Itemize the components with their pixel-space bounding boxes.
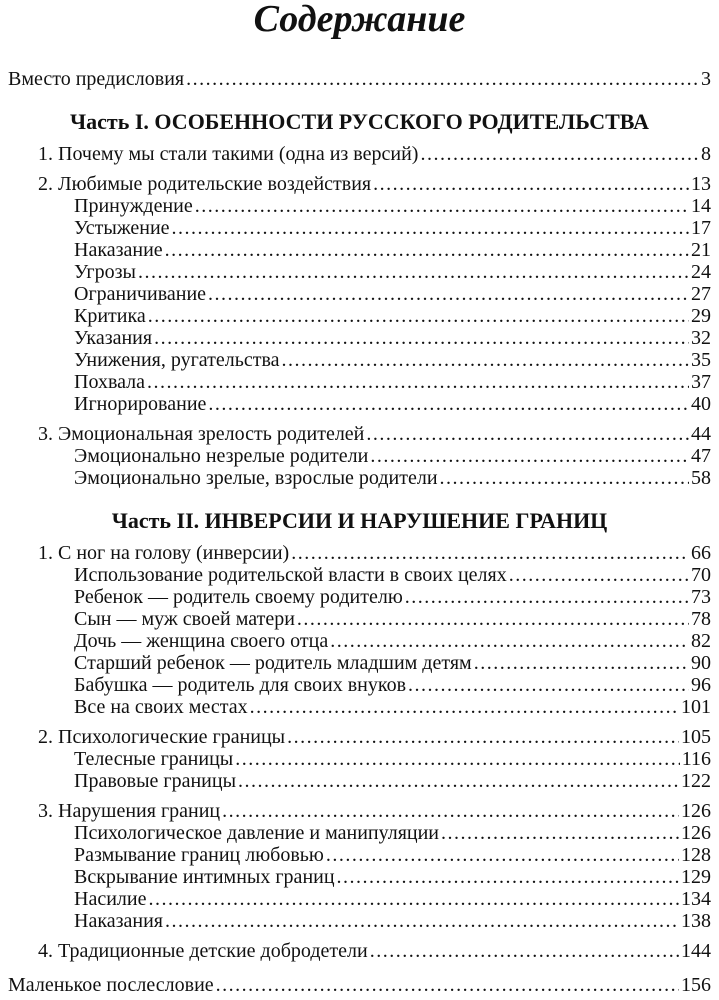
toc-chapter[interactable]: [38, 542, 711, 564]
entry-label: 3. Нарушения границ: [38, 800, 221, 822]
dot-leader: [154, 327, 689, 349]
entry-label: Критика: [74, 305, 146, 327]
dot-leader: [235, 748, 680, 770]
entry-page: 37: [691, 371, 711, 393]
entry-page: 144: [681, 940, 711, 962]
entry-page: 8: [701, 143, 711, 165]
entry-label: 2. Психологические границы: [38, 726, 286, 748]
toc-section[interactable]: [74, 866, 711, 888]
toc-section[interactable]: [74, 467, 711, 489]
entry-page: 128: [681, 844, 711, 866]
entry-label: Использование родительской власти в своих целях: [74, 564, 507, 586]
entry-page: 35: [691, 349, 711, 371]
toc-entry-afterword[interactable]: [8, 974, 711, 996]
entry-page: 21: [691, 239, 711, 261]
entry-page: 32: [691, 327, 711, 349]
entry-page: 24: [691, 261, 711, 283]
dot-leader: [287, 726, 679, 748]
entry-label: Правовые границы: [74, 770, 237, 792]
toc-section[interactable]: [74, 327, 711, 349]
toc-section[interactable]: [74, 349, 711, 371]
entry-page: 134: [681, 888, 711, 910]
toc-section[interactable]: [74, 564, 711, 586]
entry-label: Бабушка — родитель для своих внуков: [74, 674, 407, 696]
entry-page: 58: [691, 467, 711, 489]
entry-page: 122: [681, 770, 711, 792]
dot-leader: [172, 217, 689, 239]
entry-label: Телесные границы: [74, 748, 234, 770]
dot-leader: [148, 305, 689, 327]
entry-label: 1. Почему мы стали такими (одна из версий): [38, 143, 419, 165]
dot-leader: [165, 239, 689, 261]
dot-leader: [366, 423, 689, 445]
dot-leader: [474, 652, 689, 674]
toc-section[interactable]: [74, 283, 711, 305]
toc-chapter[interactable]: [38, 143, 711, 165]
dot-leader: [441, 822, 679, 844]
toc-section[interactable]: [74, 195, 711, 217]
entry-page: 29: [691, 305, 711, 327]
toc-section[interactable]: [74, 393, 711, 415]
entry-page: 105: [681, 726, 711, 748]
toc-section[interactable]: [74, 261, 711, 283]
entry-label: Насилие: [74, 888, 147, 910]
toc-section[interactable]: [74, 748, 711, 770]
entry-label: Психологическое давление и манипуляции: [74, 822, 440, 844]
entry-label: Унижения, ругательства: [74, 349, 280, 371]
entry-label: Вскрывание интимных границ: [74, 866, 335, 888]
dot-leader: [216, 974, 679, 996]
dot-leader: [147, 371, 689, 393]
entry-page: 78: [691, 608, 711, 630]
entry-page: 17: [691, 217, 711, 239]
dot-leader: [148, 888, 679, 910]
entry-label: Угрозы: [74, 261, 136, 283]
toc-section[interactable]: [74, 586, 711, 608]
entry-page: 126: [681, 800, 711, 822]
entry-label: 3. Эмоциональная зрелость родителей: [38, 423, 365, 445]
entry-page: 96: [691, 674, 711, 696]
entry-label: Маленькое послесловие: [8, 974, 214, 996]
entry-page: 27: [691, 283, 711, 305]
dot-leader: [222, 800, 679, 822]
part-2-heading: Часть II. ИНВЕРСИИ И НАРУШЕНИЕ ГРАНИЦ: [111, 508, 608, 533]
entry-label: Размывание границ любовью: [74, 844, 324, 866]
toc-chapter[interactable]: [38, 940, 711, 962]
entry-label: Вместо предисловия: [8, 68, 185, 90]
entry-label: Наказание: [74, 239, 163, 261]
entry-page: 90: [691, 652, 711, 674]
dot-leader: [370, 940, 679, 962]
entry-label: Наказания: [74, 910, 163, 932]
toc-section[interactable]: [74, 371, 711, 393]
entry-label: Устыжение: [74, 217, 170, 239]
toc-section[interactable]: [74, 630, 711, 652]
toc-section[interactable]: [74, 696, 711, 718]
toc-section[interactable]: [74, 770, 711, 792]
entry-page: 156: [681, 974, 711, 996]
entry-label: Эмоционально зрелые, взрослые родители: [74, 467, 438, 489]
entry-page: 116: [681, 748, 711, 770]
entry-label: Указания: [74, 327, 153, 349]
dot-leader: [282, 349, 689, 371]
dot-leader: [440, 467, 689, 489]
entry-label: Все на своих местах: [74, 696, 248, 718]
entry-label: 2. Любимые родительские воздействия: [38, 173, 372, 195]
toc-section[interactable]: [74, 888, 711, 910]
entry-page: 129: [681, 866, 711, 888]
toc-section[interactable]: [74, 305, 711, 327]
page-title: Содержание: [253, 0, 466, 40]
dot-leader: [297, 608, 689, 630]
dot-leader: [337, 866, 679, 888]
toc-chapter[interactable]: [38, 800, 711, 822]
dot-leader: [195, 195, 689, 217]
dot-leader: [326, 844, 679, 866]
toc-chapter[interactable]: [38, 173, 711, 195]
dot-leader: [420, 143, 699, 165]
toc-entry-intro[interactable]: [8, 68, 711, 90]
dot-leader: [408, 674, 689, 696]
entry-page: 66: [691, 542, 711, 564]
entry-page: 101: [681, 696, 711, 718]
entry-label: Ребенок — родитель своему родителю: [74, 586, 403, 608]
part-1-heading: Часть I. ОСОБЕННОСТИ РУССКОГО РОДИТЕЛЬСТВА: [70, 109, 649, 134]
dot-leader: [138, 261, 689, 283]
toc-section[interactable]: [74, 822, 711, 844]
entry-label: 4. Традиционные детские добродетели: [38, 940, 368, 962]
entry-label: 1. С ног на голову (инверсии): [38, 542, 290, 564]
entry-page: 13: [691, 173, 711, 195]
entry-page: 73: [691, 586, 711, 608]
entry-page: 126: [681, 822, 711, 844]
dot-leader: [238, 770, 679, 792]
entry-page: 138: [681, 910, 711, 932]
entry-page: 47: [691, 445, 711, 467]
toc-section[interactable]: [74, 910, 711, 932]
entry-page: 40: [691, 393, 711, 415]
dot-leader: [165, 910, 679, 932]
dot-leader: [509, 564, 689, 586]
entry-label: Старший ребенок — родитель младшим детям: [74, 652, 472, 674]
toc-chapter[interactable]: [38, 726, 711, 748]
entry-page: 70: [691, 564, 711, 586]
dot-leader: [291, 542, 689, 564]
entry-label: Принуждение: [74, 195, 193, 217]
dot-leader: [330, 630, 689, 652]
entry-label: Дочь — женщина своего отца: [74, 630, 329, 652]
dot-leader: [405, 586, 689, 608]
entry-label: Сын — муж своей матери: [74, 608, 295, 630]
dot-leader: [250, 696, 679, 718]
entry-label: Игнорирование: [74, 393, 207, 415]
entry-label: Ограничивание: [74, 283, 207, 305]
toc-section[interactable]: [74, 844, 711, 866]
dot-leader: [373, 173, 689, 195]
dot-leader: [370, 445, 689, 467]
toc-section[interactable]: [74, 239, 711, 261]
dot-leader: [208, 393, 689, 415]
toc-section[interactable]: [74, 652, 711, 674]
entry-label: Эмоционально незрелые родители: [74, 445, 369, 467]
dot-leader: [208, 283, 689, 305]
toc-section[interactable]: [74, 608, 711, 630]
dot-leader: [186, 68, 699, 90]
entry-label: Похвала: [74, 371, 146, 393]
entry-page: 3: [701, 68, 711, 90]
toc-section[interactable]: [74, 217, 711, 239]
toc-section[interactable]: [74, 674, 711, 696]
entry-page: 44: [691, 423, 711, 445]
entry-page: 14: [691, 195, 711, 217]
toc-section[interactable]: [74, 445, 711, 467]
toc-chapter[interactable]: [38, 423, 711, 445]
entry-page: 82: [691, 630, 711, 652]
